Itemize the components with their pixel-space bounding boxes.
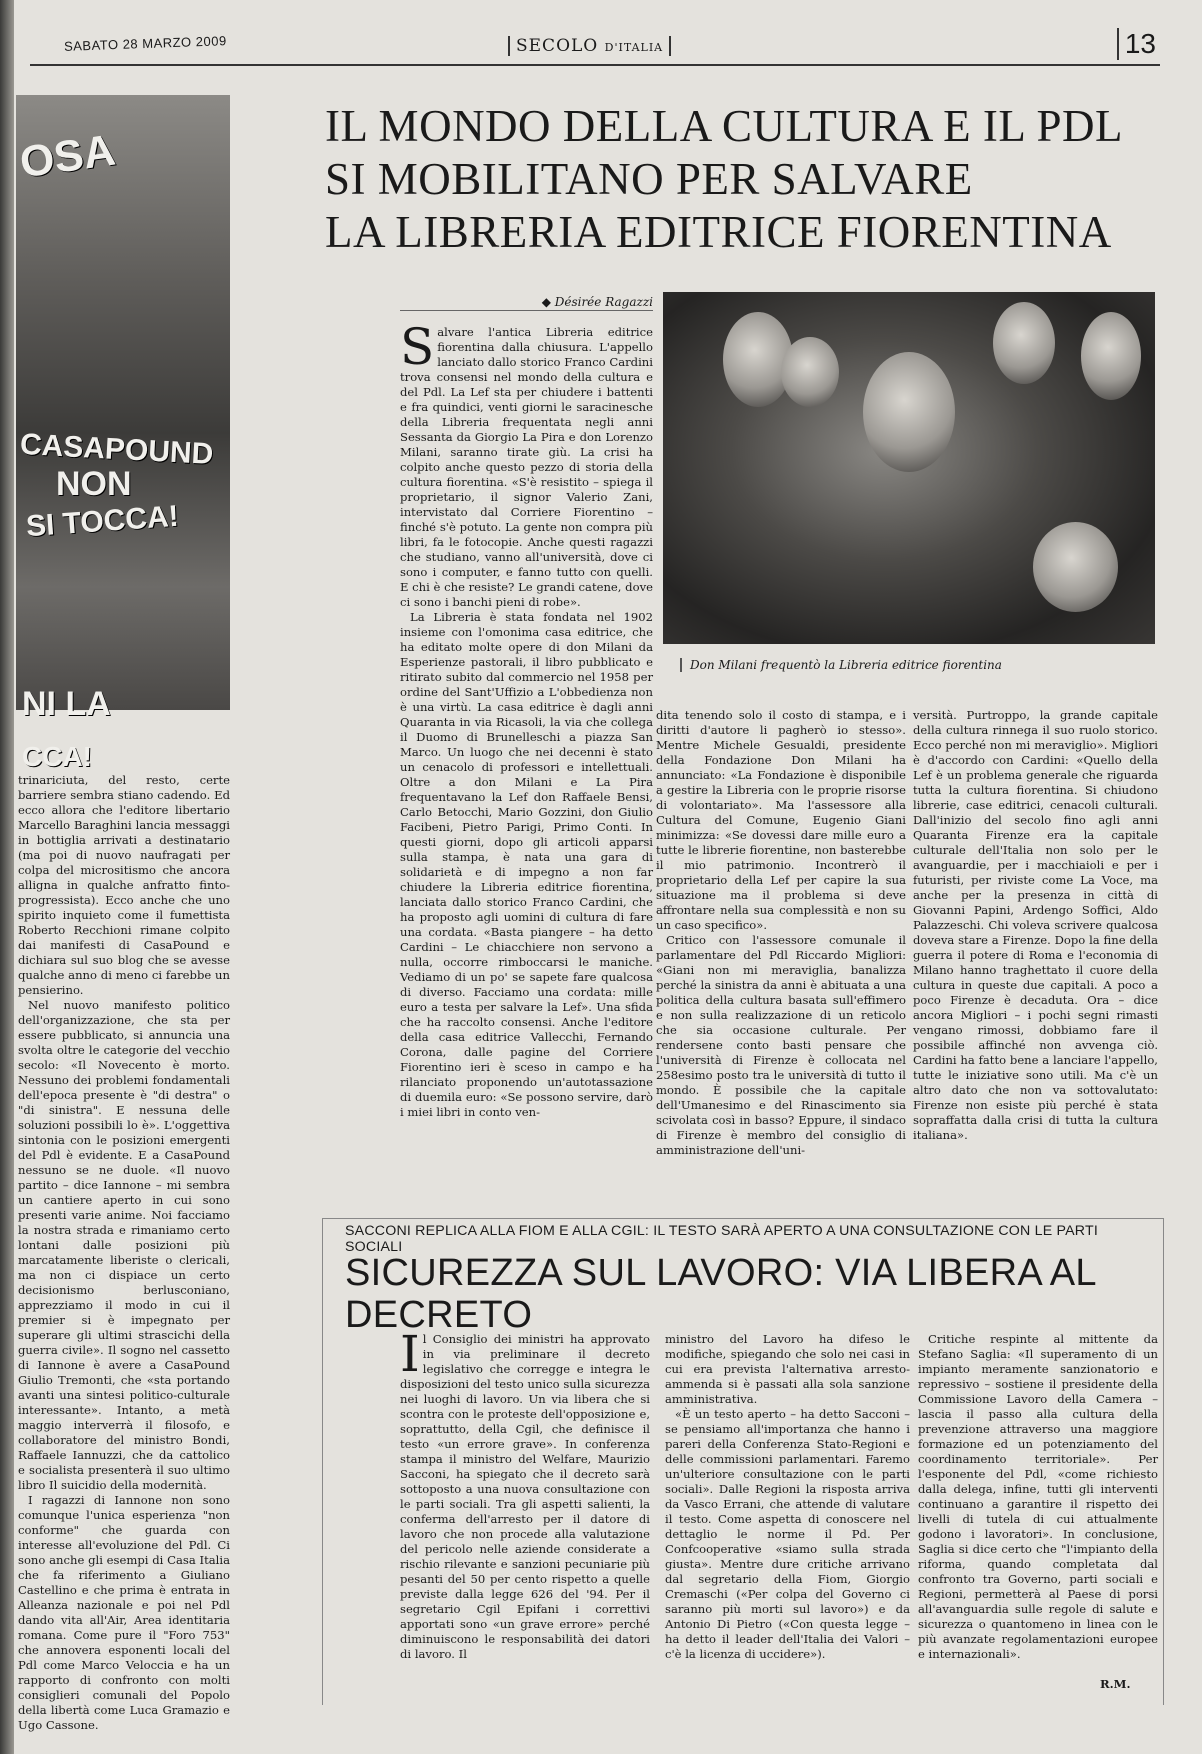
paragraph: «È un testo aperto – ha detto Sacconi – se pensiamo all'importanza che hanno i pareri della Conferenza Stato-Regioni e delle commissioni parlamentari. Faremo un'ulteriore consultazione con le parti sociali». Dalle Regioni la risposta arriva da Vasco Errani, che attende di valutare il testo. Come aspetta di conoscere nel dettaglio le norme il Pd. Per Confcooperative «siamo sulla strada giusta». Mentre dure critiche arrivano dal segretario della Fiom, Giorgio Cremaschi («Per colpa del Governo ci saranno più morti sul lavoro») e da Antonio Di Pietro («Con questa legge – ha detto il leader dell'Italia dei Valori – c'è la licenza di uccidere»). xyxy=(665,1407,910,1661)
poster-text: CCA! xyxy=(22,741,92,772)
paragraph xyxy=(400,318,653,610)
box-headline: SICUREZZA SUL LAVORO: VIA LIBERA AL DECRETO xyxy=(345,1252,1096,1336)
poster-text: NI LA xyxy=(22,685,111,723)
paragraph: I ragazzi di Iannone non sono comunque l'unica esperienza "non conforme" che guarda con interesse all'evoluzione del Pdl. Ci sono anche gli esempi di Casa Italia che fa riferimento a Giuliano Castellino e che prima è entrata in Alleanza nazionale e poi nel Pdl dando vita all'Air, Area identitaria romana. Come pure il "Foro 753" che annovera esponenti locali del Pdl come Marco Veloccia e ha un rapporto di confronto con molti consiglieri comunali del Popolo della libertà come Luca Gramazio e Ugo Cassone. xyxy=(18,1493,230,1732)
don-milani-photo xyxy=(663,292,1155,644)
article-column-3 xyxy=(913,708,1158,1143)
paragraph-text: l Consiglio dei ministri ha approvato in via preliminare il decreto legislativo che corregge e integra le disposizioni del testo unico sulla sicurezza nei luoghi di lavoro. Un via libera che si scontra con le proteste dell'opposizione e, soprattutto, della Cgil, che definisce il testo «un errore grave». In conferenza stampa il ministro del Welfare, Maurizio Sacconi, ha spiegato che il decreto sarà sottoposto a una nuova consultazione con le parti sociali. Tra gli aspetti salienti, la conferma dell'arresto per il datore di lavoro che non procede alla valutazione del pericolo nelle aziende considerate a rischio rilevante e sanzioni pecuniarie più pesanti del 50 per cento rispetto a quelle previste dalla legge 626 del '94. Per il segretario Cgil Epifani i correttivi apportati sono «un grave errore» perché diminuiscono le responsabilità dei datori di lavoro. Il xyxy=(400,1332,650,1661)
page-header xyxy=(30,28,1160,66)
byline: ◆ Désirée Ragazzi xyxy=(400,295,653,311)
header-paper-name xyxy=(508,36,671,56)
casapound-posters-photo xyxy=(16,95,230,772)
author-signature: R.M. xyxy=(1100,1677,1131,1691)
paper-suffix: D'ITALIA xyxy=(604,41,664,54)
paragraph: trinariciuta, del resto, certe barriere sembra stiano cadendo. Ed ecco allora che l'editore libertario Marcello Baraghini lancia messaggi in bottiglia arrivati a destinatario (ma poi di nuovo naufragati per colpa del micrositismo che ancora alligna in qualche anfratto finto-progressista). Ecco anche che uno spirito inquieto come il fumettista Roberto Recchioni rimane colpito dai manifesti di CasaPound e dichiara sul suo blog che se avesse qualche anno di meno ci farebbe un pensierino. xyxy=(18,773,230,997)
paragraph: Critico con l'assessore comunale il parlamentare del Pdl Riccardo Migliori: «Giani non mi meraviglia, banalizza perché la sinistra da anni è abituata a una politica della cultura basata sull'effimero e non sulla realizzazione di un reticolo che sia occasione culturale. Per rendersene conto basti pensare che l'università di Firenze è collocata nel 258esimo posto tra le università di tutto il mondo. È possibile che la capitale dell'Umanesimo e del Rinascimento sia scivolata così in basso? Eppure, il sindaco di Firenze è membro del consiglio di amministrazione dell'uni- xyxy=(656,933,906,1157)
left-article-column xyxy=(18,773,230,1732)
article-column-2 xyxy=(656,708,906,1183)
article-title xyxy=(325,100,1155,259)
photo-figure xyxy=(863,352,955,472)
box-kicker: SACCONI REPLICA ALLA FIOM E ALLA CGIL: IL TESTO SARÀ APERTO A UNA CONSULTAZIONE CON LE PARTI SOCIALI xyxy=(345,1223,1098,1255)
drop-cap: S xyxy=(400,318,435,376)
book-spine xyxy=(0,0,14,1754)
box-column-3 xyxy=(918,1332,1158,1677)
paragraph: ministro del Lavoro ha difeso le modifiche, spiegando che solo nei casi in cui era prevista l'alternativa arresto-ammenda si è passati alla sola sanzione amministrativa. xyxy=(665,1332,910,1406)
title-line: LA LIBRERIA EDITRICE FIORENTINA xyxy=(325,207,1112,257)
paragraph xyxy=(400,1325,650,1662)
header-date: SABATO 28 MARZO 2009 xyxy=(63,33,227,54)
poster-text: CASAPOUND xyxy=(19,427,215,472)
article-column-1 xyxy=(400,318,653,1180)
photo-figure xyxy=(1033,522,1118,612)
title-line: IL MONDO DELLA CULTURA E IL PDL xyxy=(325,101,1123,151)
poster-text: NON xyxy=(56,465,132,503)
box-column-2 xyxy=(665,1332,910,1692)
photo-figure xyxy=(993,302,1055,384)
paragraph: dita tenendo solo il costo di stampa, e i diritti d'autore li pagherò io stesso». Mentre Michele Gesualdi, presidente della Fondazione Don Milani ha annunciato: «La Fondazione è disponibile a gestire la Libreria con le proprie risorse di volontariato». Ma l'assessore alla Cultura del Comune, Eugenio Giani minimizza: «Se dovessi dare mille euro a tutte le librerie fiorentine, non basterebbe il mio patrimonio. Incontrerò il proprietario della Lef per capire la sua situazione ma il problema si deve affrontare nella sua complessità e non su un caso specifico». xyxy=(656,708,906,932)
paper-name: SECOLO xyxy=(516,36,599,56)
poster-text: SI TOCCA! xyxy=(25,499,180,544)
photo-caption: Don Milani frequentò la Libreria editrice fiorentina xyxy=(680,658,1130,672)
paragraph: Critiche respinte al mittente da Stefano Saglia: «Il superamento di un impianto meramente sanzionatorio e repressivo – sostiene il presidente della Commissione Lavoro della Camera – lascia il passo alla cultura della prevenzione attraverso una maggiore formazione ed un potenziamento del coordinamento territoriale». Per l'esponente del Pdl, «come richiesto dalla delega, infine, tutti gli interventi continuano a garantire il rispetto dei livelli di tutela di cui attualmente godono i lavoratori». In conclusione, Saglia si dice certo che "l'impianto della riforma, quando completata dal confronto tra Governo, parti sociali e Regioni, permetterà al Paese di porsi all'avanguardia sulle regole di salute e sicurezza o quantomeno in linea con le più avanzate regolamentazioni europee e internazionali». xyxy=(918,1332,1158,1661)
photo-figure xyxy=(1081,312,1141,400)
poster-text: OSA xyxy=(16,125,119,188)
title-line: SI MOBILITANO PER SALVARE xyxy=(325,154,973,204)
paragraph: versità. Purtroppo, la grande capitale della cultura rinnega il suo ruolo storico. Ecco perché non mi meraviglio». Migliori è d'accordo con Cardini: «Quello della Lef è un problema generale che riguarda tutta la cultura fiorentina. Si chiudono librerie, case editrici, cenacoli culturali. Dall'inizio del secolo fino agli anni Quaranta Firenze era la capitale culturale dell'Italia non solo per le avanguardie, per i macchiaioli e per i futuristi, per riviste come La Voce, ma anche per la presenza in città di Giovanni Papini, Ardengo Soffici, Aldo Palazzeschi. Chi voleva scrivere qualcosa doveva stare a Firenze. Dopo la fine della guerra il potere di Roma e l'economia di Milano hanno traghettato il cuore della cultura in queste due capitali. A poco a poco Firenze è decaduta. Ora – dice ancora Migliori – i pochi segni rimasti vengano rimossi, dobbiamo fare il possibile affinché non avvenga ciò. Cardini ha fatto bene a lanciare l'appello, tutte le iniziative sono utili. Ma c'è un altro dato che non va sottovalutato: Firenze non esiste più perché è stata sopraffatta dalla crisi di tutta la cultura italiana». xyxy=(913,708,1158,1142)
drop-cap: I xyxy=(400,1325,420,1383)
page-number: 13 xyxy=(1117,28,1156,60)
photo-figure xyxy=(781,337,839,407)
box-column-1 xyxy=(400,1325,650,1692)
paragraph: Nel nuovo manifesto politico dell'organizzazione, che sta per essere pubblicato, si annuncia una svolta oltre le categorie del vecchio secolo: «Il Novecento è morto. Nessuno dei problemi fondamentali dell'epoca presente è "di destra" o "di sinistra". E nessuna delle soluzioni possibili lo è». L'oggettiva sintonia con le posizioni emergenti del Pdl è evidente. E a CasaPound nessuno se ne duole. «Il nuovo partito – dice Iannone – mi sembra un cantiere aperto in cui sono presenti varie anime. Noi facciamo la nostra strada e rimaniamo certo lontani dalle posizioni più marcatamente liberiste o clericali, ma non ci dispiace un certo decisionismo berlusconiano, apprezziamo il modo in cui il premier si è impegnato per superare gli ultimi strascichi della guerra civile». Il sogno nel cassetto di Iannone è avere a CasaPound Giulio Tremonti, che «sta portando avanti una sintesi politico-culturale interessante». Intanto, a metà maggio interverrà il filosofo, e collaboratore del ministro Bondi, Raffaele Iannuzzi, che da cattolico e socialista presenterà il suo ultimo libro Il suicidio della modernità. xyxy=(18,998,230,1492)
paragraph-text: alvare l'antica Libreria editrice fiorentina dalla chiusura. L'appello lanciato dallo storico Franco Cardini trova consensi nel mondo della cultura e del Pdl. La Lef sta per chiudere i battenti e fra quindici, venti giorni le saracinesche della Libreria frequentata negli anni Sessanta da Giorgio La Pira e don Lorenzo Milani, saranno tirate giù. La crisi ha colpito anche questo pezzo di storia della cultura fiorentina. «S'è resistito – spiega il proprietario, il signor Valerio Zani, intervistato dal Corriere Fiorentino – finché s'è potuto. La gente non compra più libri, fa le fotocopie. Anche questi ragazzi che studiano, vanno all'università, dove ci sono i computer, e fanno tutto con quelli. E chi è che resiste? Le grandi catene, dove ci sono i banchi pieni di robe». xyxy=(400,325,653,609)
paragraph: La Libreria è stata fondata nel 1902 insieme con l'omonima casa editrice, che ha editato molte opere di don Milani da Esperienze pastorali, il libro pubblicato e ritirato subito dal commercio nel 1958 per ordine del Sant'Uffizio a L'obbedienza non è una virtù. La casa editrice è dagli anni Quaranta in via Ricasoli, la via che collega il Duomo di Brunelleschi a piazza San Marco. Un luogo che nei decenni è stato un cenacolo di professori e intellettuali. Oltre a don Milani e La Pira frequentavano la Lef don Raffaele Bensi, Carlo Betocchi, Mario Gozzini, don Giulio Facibeni, Pietro Parigi, Primo Conti. In questi giorni, dopo gli articoli apparsi sulla stampa, è nata una gara di solidarietà e di impegno a non far chiudere la Libreria editrice fiorentina, lanciata dallo storico Franco Cardini, che ha proposto agli uomini di cultura di fare una cordata. «Basta piangere – ha detto Cardini – Le chiacchiere non servono a nulla, occorre rimboccarsi le maniche. Vediamo di un po' se sapete fare qualcosa di diverso. Facciamo una cordata: mille euro a testa per salvare la Lef». Una sfida che ha raccolto consensi. Anche l'editore della casa editrice Vallecchi, Fernando Corona, dalle pagine del Corriere Fiorentino ieri è sceso in campo e ha rilanciato proponendo un'autotassazione di duemila euro: «Se possono servire, darò i miei libri in conto ven- xyxy=(400,610,653,1119)
